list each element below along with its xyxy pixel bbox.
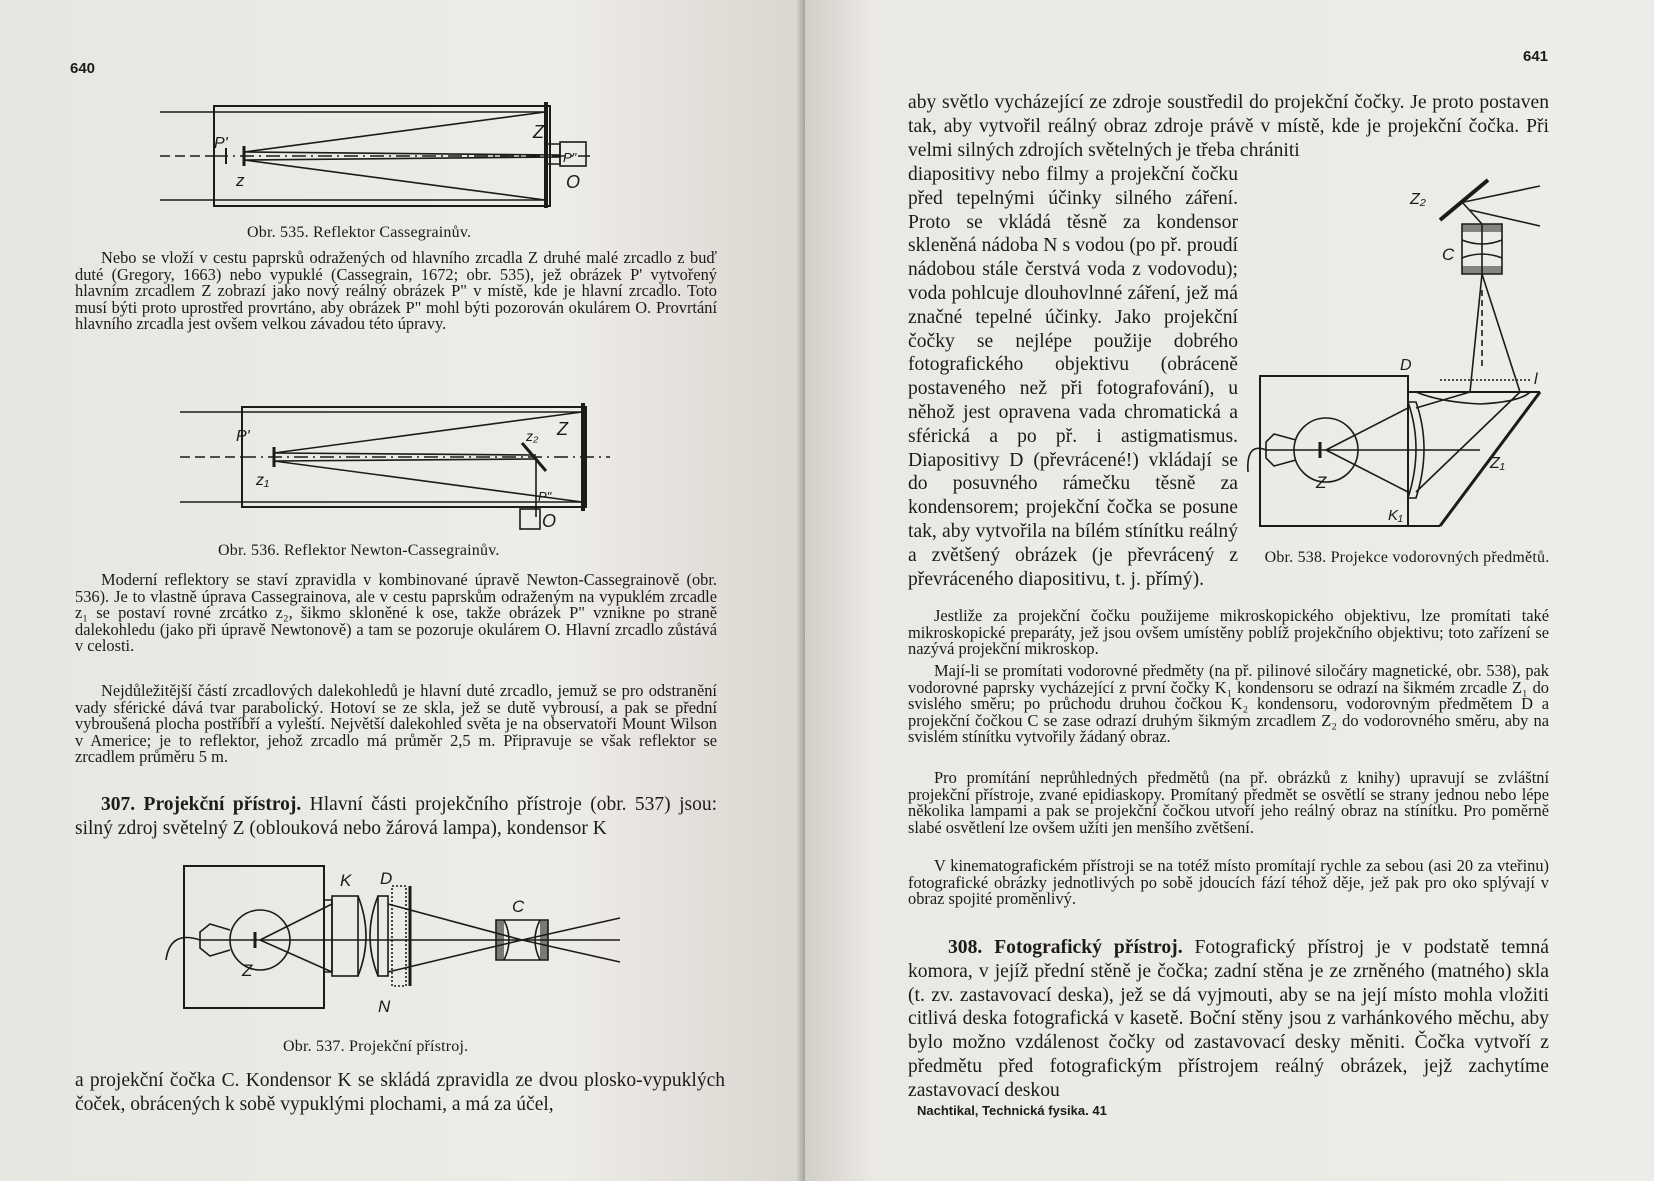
label-d: D	[380, 869, 393, 888]
paragraph: Moderní reflektory se staví zpravidla v kombinované úpravě Newton-Cassegrainově (obr. 536). Je to vlastně úprava Cassegrainova, ale v cestu paprskům odraženým na vypuklém zrcadle z₁ se postaví rovné zrcátko z₂, šikmo skloněné k ose, takže obrázek P" vznikne po straně dalekohledu (jako při úpravě Newtonově) a tam se pozoruje okulárem O. Hlavní zrcadlo zůstává v celosti.	[75, 570, 717, 656]
figure-537-projector	[160, 860, 640, 1030]
label-z1: Z₁	[1490, 455, 1505, 472]
figure-caption: Obr. 535. Reflektor Cassegrainův.	[247, 224, 472, 241]
label-p-double: P"	[563, 150, 577, 165]
paragraph: aby světlo vycházející ze zdroje soustředil do projekční čočky. Je proto postaven tak, aby vytvořil reálný obraz zdroje právě v místě, kde je projekční čočka. Při velmi silných zdrojích světelných je třeba chrániti	[908, 92, 1549, 161]
label-n: N	[378, 997, 391, 1016]
section-text: Hlavní části projekčního přístroje (obr. 537) jsou: silný zdroj světelný Z (oblouková nebo žárová lampa), kondensor K	[75, 794, 718, 839]
label-o: O	[566, 172, 581, 192]
paragraph: V kinematografickém přístroji se na totéž místo promítají rychle za sebou (asi 20 za vteřinu) fotografické obrázky jednotlivých po sobě jdoucích fází téhož děje, jež pak pro oko splývají v obraz spojité proměnlivý.	[908, 856, 1549, 909]
right-page	[805, 0, 1654, 1181]
section-heading: 308. Fotografický přístroj.	[948, 937, 1183, 958]
figure-536-newton-cassegrain-reflector	[170, 395, 640, 535]
page-number: 640	[70, 60, 96, 77]
label-c: C	[512, 897, 525, 916]
figure-caption: Obr. 536. Reflektor Newton-Cassegrainův.	[218, 542, 500, 559]
paragraph: Nebo se vloží v cestu paprsků odražených od hlavního zrcadla Z druhé malé zrcadlo z buď duté (Gregory, 1663) nebo vypuklé (Cassegrain, 1672; obr. 535), jež obrázek P' vytvořený hlavním zrcadlem Z zobrazí jako nový reálný obrázek P" v místě, kde je hlavní zrcadlo. Toto musí býti proto uprostřed provrtáno, aby obrázek P" mohl býti pozorován okulárem O. Provrtání hlavního zrcadla jest ovšem velkou závadou této úpravy.	[75, 248, 717, 334]
label-c: C	[1442, 245, 1455, 264]
paragraph: Pro promítání neprůhledných předmětů (na př. obrázků z knihy) upravují se zvláštní projekční přístroje, zvané epidiaskopy. Promítaný předmět se osvětlí se strany jednou nebo lépe několika lampami a pak se projekční čočkou utvoří jeho reálný obraz na stínítku. Pro poměrně slabé osvětlení lze ovšem užíti jen menšího zvětšení.	[908, 768, 1549, 837]
paragraph: a projekční čočka C. Kondensor K se skládá zpravidla ze dvou plosko-vypuklých čoček, obrácených k sobě vypuklými plochami, a má za účel,	[75, 1070, 725, 1115]
figure-538-horizontal-projection	[1240, 180, 1550, 550]
page-footer: Nachtikal, Technická fysika. 41	[917, 1103, 1107, 1118]
left-page	[0, 0, 805, 1181]
label-z: Z	[1316, 473, 1327, 492]
section-307-paragraph	[75, 793, 717, 841]
label-l: l	[1534, 371, 1538, 388]
section-heading: 307. Projekční přístroj.	[101, 794, 302, 815]
page-number: 641	[1523, 48, 1549, 65]
label-z2: z₂	[526, 428, 539, 444]
paragraph: Mají-li se promítati vodorovné předměty (na př. pilinové siločáry magnetické, obr. 538), pak vodorovné paprsky vycházející z první čočky K₁ kondensoru se odrazí na šikmém zrcadle Z₁ do svislého směru; po průchodu druhou čočkou K₂ kondensoru, vodorovným předmětem D a projekční čočkou C se zase odrazí druhým šikmým zrcadlem Z₂ do vodorovného směru, aby na svislém stínítku vytvořily žádaný obraz.	[908, 661, 1549, 747]
label-o: O	[542, 511, 557, 531]
label-p-double: P"	[538, 489, 552, 504]
label-z: Z	[242, 961, 253, 980]
label-k1: K₁	[1388, 507, 1403, 524]
label-z2: Z₂	[1410, 191, 1426, 208]
label-p-prime: P'	[214, 135, 228, 152]
figure-535-cassegrain-reflector	[150, 100, 630, 220]
paragraph: Nejdůležitější částí zrcadlových dalekohledů je hlavní duté zrcadlo, jemuž se pro odstranění vady sférické dává tvar parabolický. Hotoví se ze skla, jež se dutě vybrousí, a pak se přední vybroušená plocha postříbří a vyleští. Největší dalekohled světa je na observatoři Mount Wilson v Americe; je to reflektor, jehož zrcadlo má průměr 2,5 m. Připravuje se však reflektor se zrcadlem průměru 5 m.	[75, 681, 717, 767]
label-z-main: Z	[557, 419, 568, 439]
label-z1: z₁	[256, 472, 270, 489]
label-z-small: z	[236, 171, 245, 190]
figure-caption: Obr. 537. Projekční přístroj.	[283, 1038, 469, 1055]
label-k: K	[340, 871, 352, 890]
paragraph-narrow: diapositivy nebo filmy a projekční čočku před tepelnými účinky silného záření. Proto se vkládá těsně za kondensor skleněná nádoba N s vodou (po př. proudí nádobou stále čerstvá voda z vodovodu); voda pohlcuje dlouhovlnné záření, jež má značné tepelné účinky. Jako projekční čočky se nejlépe použije dobrého fotografického objektivu (obráceně postaveného než při fotografování), u něhož jest opravena vada chromatická a sférická a po př. i astigmatismus. Diapositivy D (převrácené!) vkládají se do posuvného rámečku těsně za kondensorem; projekční čočka se posune tak, aby vytvořila na bílém stínítku reálný a zvětšený obrázek (je převrácený z převráceného diapositivu, t. j. přímý).	[908, 164, 1238, 590]
label-d: D	[1400, 357, 1412, 374]
section-text: Fotografický přístroj je v podstatě temná komora, v jejíž přední stěně je čočka; zadní stěna je ze zrněného (matného) skla (t. zv. zastavovací deska), jež se dá vyjmouti, aby se na její místo mohla vložiti citlivá deska fotografická v kasetě. Boční stěny jsou z varhánkového měchu, aby bylo možno vzdálenost čočky od zastavovací desky měniti. Čočka vytvoří z předmětu před fotografickým přístrojem reálný obrázek, jejž zachytíme zastavovací deskou	[908, 937, 1550, 1101]
label-p-prime: P'	[236, 428, 250, 445]
paragraph: Jestliže za projekční čočku použijeme mikroskopického objektivu, lze promítati také mikroskopické preparáty, jež jsou ovšem umístěny poblíž projekčního objektivu; toto zařízení se nazývá projekční mikroskop.	[908, 606, 1549, 659]
section-308-paragraph	[908, 936, 1549, 1103]
figure-caption: Obr. 538. Projekce vodorovných předmětů.	[1264, 549, 1550, 566]
label-z-main: Z	[533, 122, 544, 142]
